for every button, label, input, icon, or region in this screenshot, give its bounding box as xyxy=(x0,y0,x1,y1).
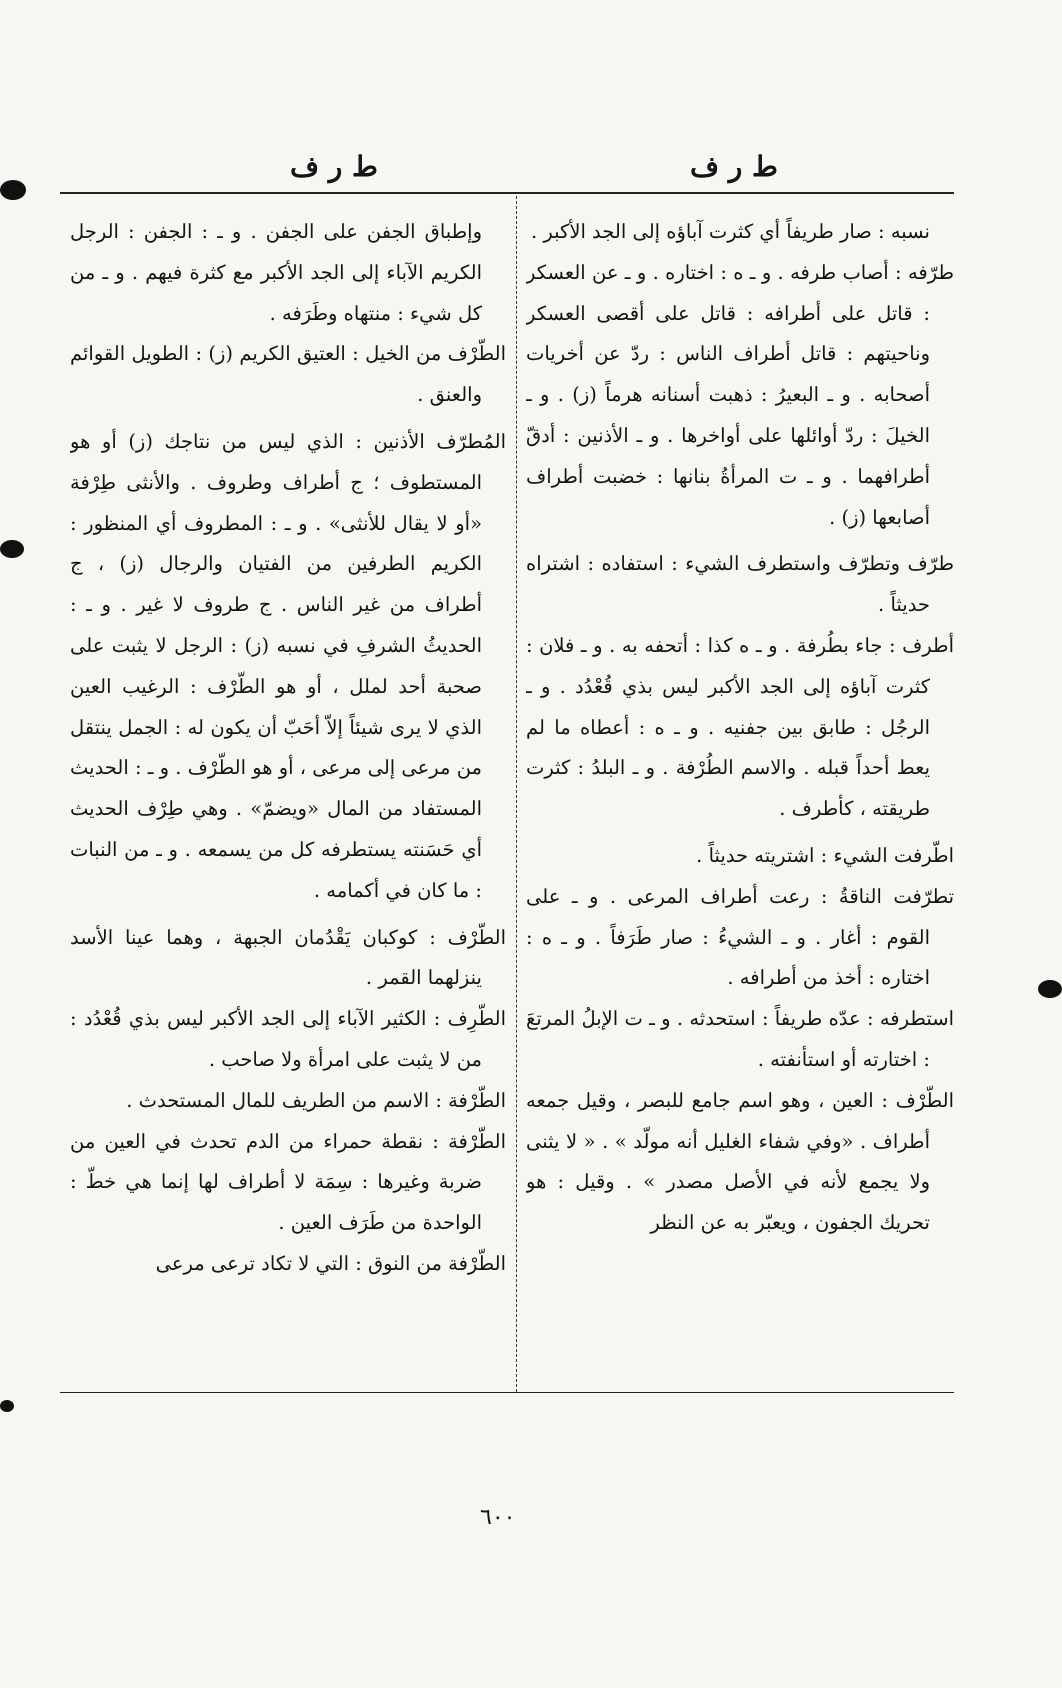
entry: طرّف وتطرّف واستطرف الشيء : استفاده : اشتراه حديثاً . xyxy=(526,552,954,617)
entry: الطّرِف : الكثير الآباء إلى الجد الأكبر ليس بذي قُعْدُد : من لا يثبت على امرأة ولا صاحب . xyxy=(70,1007,506,1071)
scan-margin-mark xyxy=(0,180,26,200)
entry: اطّرفت الشيء : اشتريته حديثاً . xyxy=(696,843,954,867)
column-divider xyxy=(516,196,517,1392)
bottom-rule xyxy=(60,1392,954,1393)
left-column xyxy=(70,212,506,1467)
entry: الطّرْفة : نقطة حمراء من الدم تحدث في العين من ضربة وغيرها : سِمَة لا أطراف لها إنما هي خطّ : الواحدة من طَرَف العين . xyxy=(70,1129,506,1235)
entry: تطرّفت الناقةُ : رعت أطراف المرعى . و ـ على القوم : أغار . و ـ الشيءُ : صار طَرَفاً . و ـ ه : اختاره : أخذ من أطرافه . xyxy=(526,884,954,990)
top-rule xyxy=(60,192,954,194)
entry: الطّرْف : العين ، وهو اسم جامع للبصر ، وقيل جمعه أطراف . «وفي شفاء الغليل أنه مولّد » . « لا يثنى ولا يجمع لأنه في الأصل مصدر » . وقيل : هو تحريك الجفون ، ويعبّر به عن النظر xyxy=(526,1088,954,1235)
scan-margin-mark xyxy=(0,540,24,558)
entry: المُطرّف الأذنين : الذي ليس من نتاجك (ز) أو هو المستطوف ؛ ج أطراف وطروف . والأنثى طِرْفة «أو لا يقال للأنثى» . و ـ : المطروف أي المنظور : الكريم الطرفين من الفتيان والرجال (ز) ، ج أطراف من غير الناس . ج طروف لا غير . و ـ : الحديثُ الشرفِ في نسبه (ز) : الرجل لا يثبت على صحبة أحد لملل ، أو هو الطّرْف : الرغيب العين الذي لا يرى شيئاً إلاّ أحَبّ أن يكون له : الجمل ينتقل من مرعى إلى مرعى ، أو هو الطّرْف . و ـ : الحديث المستفاد من المال «ويضمّ» . وهي طِرْف الحديث أي حَسَنته يستطرفه كل من يسمعه . و ـ من النبات : ما كان في أكمامه . xyxy=(70,429,506,902)
entry: الطّرْفة : الاسم من الطريف للمال المستحدث . xyxy=(126,1088,506,1112)
entry: الطّرْفة من النوق : التي لا تكاد ترعى مرعى xyxy=(155,1251,506,1275)
page-number: ٦٠٠ xyxy=(480,1505,516,1530)
entry: الطّرْف : كوكبان يَقْدُمان الجبهة ، وهما عينا الأسد ينزلهما القمر . xyxy=(70,925,506,990)
scan-margin-mark xyxy=(1038,980,1062,998)
entry: استطرفه : عدّه طريفاً : استحدثه . و ـ ت الإبلُ المرتعَ : اختارته أو استأنفته . xyxy=(526,1007,954,1071)
entry-continuation: نسبه : صار طريفاً أي كثرت آباؤه إلى الجد الأكبر . xyxy=(531,220,930,243)
scan-margin-mark xyxy=(0,1400,14,1412)
entry: أطرف : جاء بطُرفة . و ـ ه كذا : أتحفه به . و ـ فلان : كثرت آباؤه إلى الجد الأكبر ليس بذي قُعْدُد . و ـ الرجُل : طابق بين جفنيه . و ـ ه : أعطاه ما لم يعط أحداً قبله . والاسم الطُرْفة . و ـ البلدُ : كثرت طريقته ، كأطرف . xyxy=(526,633,954,821)
running-header-right: ط ر ف xyxy=(690,150,778,183)
entry: طرّفه : أصاب طرفه . و ـ ه : اختاره . و ـ عن العسكر : قاتل على أطرافه : قاتل على أقصى العسكر وناحيتهم : قاتل أطراف الناس : ردّ عن أخريات أصحابه . و ـ البعيرُ : ذهبت أسنانه هرماً (ز) . و ـ الخيلَ : ردّ أوائلها على أواخرها . و ـ الأذنين : أدقّ أطرافهما . و ـ ت المرأةُ بنانها : خضبت أطراف أصابعها (ز) . xyxy=(526,260,954,529)
running-header-left: ط ر ف xyxy=(290,150,378,183)
entry: الطّرْف من الخيل : العتيق الكريم (ز) : الطويل القوائم والعنق . xyxy=(70,342,506,407)
entry-continuation: وإطباق الجفن على الجفن . و ـ : الجفن : الرجل الكريم الآباء إلى الجد الأكبر مع كثرة فيهم . و ـ من كل شيء : منتهاه وطَرَفه . xyxy=(70,220,482,325)
right-column xyxy=(526,212,954,1467)
